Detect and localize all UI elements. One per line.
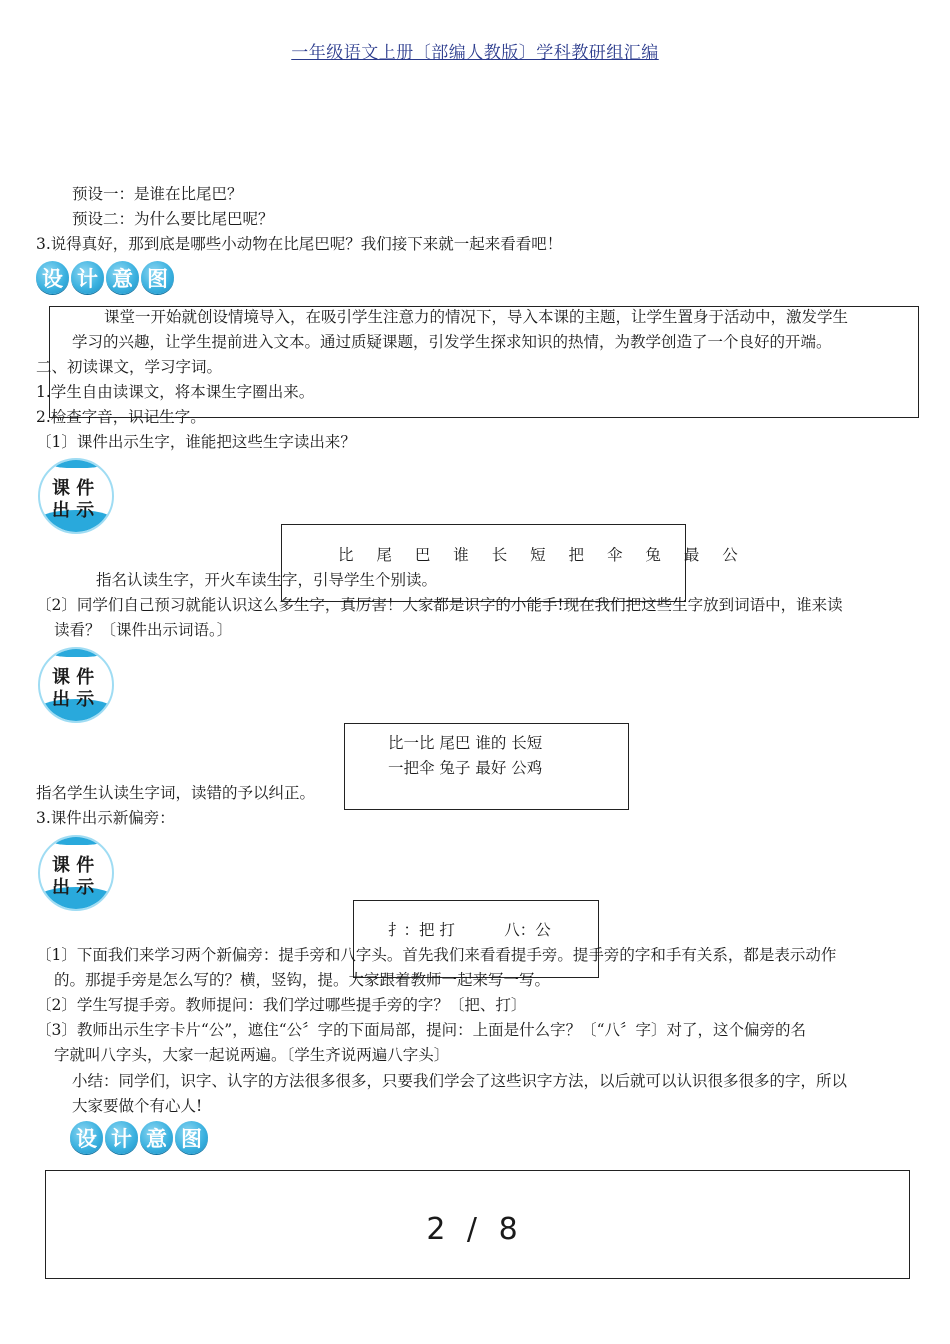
page-number: 2 / 8 xyxy=(426,1212,524,1247)
radicals-p3-line-2: 字就叫八字头，大家一起说两遍。〔学生齐说两遍八字头〕 xyxy=(54,1046,450,1064)
badge-cap xyxy=(48,458,106,468)
step-3-radicals: 3.课件出示新偏旁： xyxy=(36,809,175,827)
badge-cap xyxy=(48,647,106,657)
badge-cap xyxy=(48,835,106,845)
section-2-heading: 二、初读课文，学习字词。 xyxy=(36,358,223,376)
badge-char: 图 xyxy=(175,1121,208,1154)
badge-char: 设 xyxy=(36,261,69,294)
badge-label-top: 课 件 xyxy=(52,667,95,688)
section-2-item-2: 2.检查字音，识记生字。 xyxy=(36,408,206,426)
badge-label-top: 课 件 xyxy=(52,478,95,499)
badge-char: 意 xyxy=(140,1121,173,1154)
badge-label-bottom: 出 示 xyxy=(52,877,95,898)
words-note: 指名学生认读生字词，读错的予以纠正。 xyxy=(36,784,316,802)
badge-char: 计 xyxy=(71,261,104,294)
characters-note: 指名认读生字，开火车读生字，引导学生个别读。 xyxy=(96,571,438,589)
characters-list: 比 尾 巴 谁 长 短 把 伞 兔 最 公 xyxy=(338,546,747,564)
badge-label-bottom: 出 示 xyxy=(52,500,95,521)
courseware-badge xyxy=(38,647,114,723)
step-3-intro: 3.说得真好，那到底是哪些小动物在比尾巴呢？我们接下来就一起来看看吧！ xyxy=(36,235,563,253)
design-intent-text-line-2: 学习的兴趣，让学生提前进入文本。通过质疑课题，引发学生探求知识的热情，为教学创造了一个良好的开端。 xyxy=(72,333,832,351)
courseware-badge xyxy=(38,458,114,534)
radicals-list: 扌：把 打 八：公 xyxy=(388,921,551,939)
section-2-item-1: 1.学生自由读课文，将本课生字圈出来。 xyxy=(36,383,315,401)
words-line-2: 一把伞 兔子 最好 公鸡 xyxy=(388,759,543,777)
preset-1: 预设一：是谁在比尾巴？ xyxy=(72,185,243,203)
summary-line-2: 大家要做个有心人! xyxy=(72,1097,203,1115)
badge-char: 计 xyxy=(105,1121,138,1154)
badge-char: 意 xyxy=(106,261,139,294)
design-intent-badge xyxy=(36,261,174,294)
radicals-p2: 〔2〕学生写提手旁。教师提问：我们学过哪些提手旁的字？〔把、打〕 xyxy=(36,996,527,1014)
section-2-sub-2-line-1: 〔2〕同学们自己预习就能认识这么多生字，真厉害！大家都是识字的小能手!现在我们把这些生字放到词语中，谁来读 xyxy=(36,596,843,614)
design-intent-badge xyxy=(70,1121,208,1154)
design-intent-text-line-1: 课堂一开始就创设情境导入，在吸引学生注意力的情况下，导入本课的主题，让学生置身于活动中，激发学生 xyxy=(104,308,849,326)
radicals-p1-line-1: 〔1〕下面我们来学习两个新偏旁：提手旁和八字头。首先我们来看看提手旁。提手旁的字和手有关系，都是表示动作 xyxy=(36,946,837,964)
badge-label-top: 课 件 xyxy=(52,855,95,876)
section-2-sub-1: 〔1〕课件出示生字，谁能把这些生字读出来？ xyxy=(36,433,356,451)
radicals-p1-line-2: 的。那提手旁是怎么写的？横，竖钩，提。大家跟着教师一起来写一写。 xyxy=(54,971,551,989)
badge-label-bottom: 出 示 xyxy=(52,689,95,710)
badge-char: 图 xyxy=(141,261,174,294)
preset-2: 预设二：为什么要比尾巴呢？ xyxy=(72,210,274,228)
section-2-sub-2-line-2: 读看？〔课件出示词语。〕 xyxy=(54,621,233,639)
courseware-badge xyxy=(38,835,114,911)
words-line-1: 比一比 尾巴 谁的 长短 xyxy=(388,734,543,752)
badge-char: 设 xyxy=(70,1121,103,1154)
radicals-p3-line-1: 〔3〕教师出示生字卡片“公”，遮住“公〞字的下面局部，提问：上面是什么字？〔“八〞字〕对了，这个偏旁的名 xyxy=(36,1021,807,1039)
summary-line-1: 小结：同学们，识字、认字的方法很多很多，只要我们学会了这些识字方法，以后就可以认识很多很多的字，所以 xyxy=(72,1072,848,1090)
document-header: 一年级语文上册〔部编人教版〕学科教研组汇编 xyxy=(291,43,659,63)
